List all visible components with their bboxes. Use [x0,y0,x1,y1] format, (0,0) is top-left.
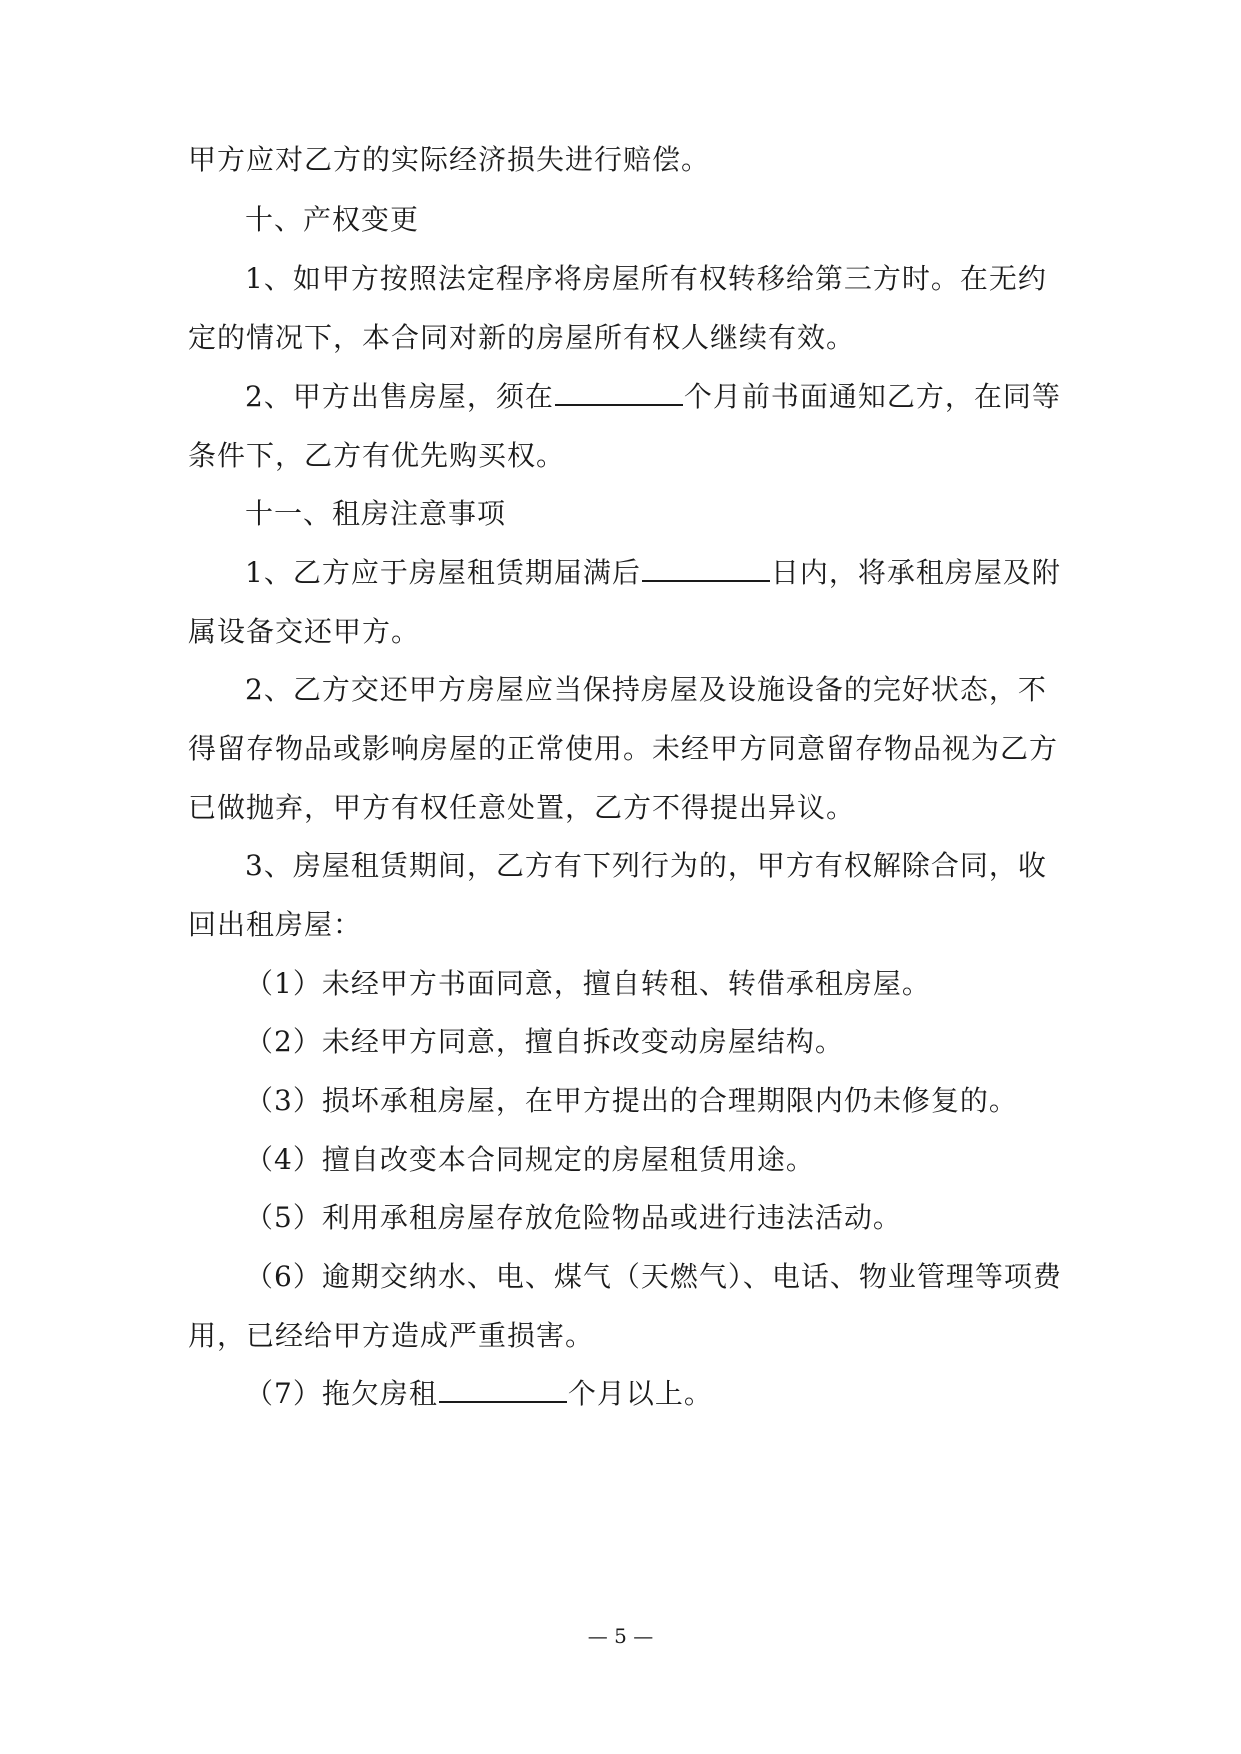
text-segment: 个月前书面通知乙方，在同等 [683,380,1061,413]
text-line: 定的情况下，本合同对新的房屋所有权人继续有效。 [188,321,856,354]
text-line: 已做抛弃，甲方有权任意处置，乙方不得提出异议。 [188,791,856,824]
text-line: 2、乙方交还甲方房屋应当保持房屋及设施设备的完好状态，不 [245,673,1047,706]
section-heading-10: 十、产权变更 [245,203,420,236]
text-segment: 日内，将承租房屋及附 [770,556,1061,589]
fill-in-blank [439,1375,567,1403]
text-line-with-blank [245,553,1061,593]
list-item: （6）逾期交纳水、电、煤气（天燃气）、电话、物业管理等项费 [245,1260,1062,1293]
text-line: 属设备交还甲方。 [188,615,421,648]
text-line: 1、如甲方按照法定程序将房屋所有权转移给第三方时。在无约 [245,262,1047,295]
text-segment: （7）拖欠房租 [245,1377,438,1410]
text-line: 甲方应对乙方的实际经济损失进行赔偿。 [188,143,711,176]
list-item: （1）未经甲方书面同意，擅自转租、转借承租房屋。 [245,967,931,1000]
text-segment: 2、甲方出售房屋，须在 [245,380,554,413]
list-item: （3）损坏承租房屋，在甲方提出的合理期限内仍未修复的。 [245,1084,1018,1117]
page-number: — 5 — [587,1624,654,1648]
text-segment: 1、乙方应于房屋租赁期届满后 [245,556,641,589]
list-item-with-blank [245,1374,713,1414]
list-item: （4）擅自改变本合同规定的房屋租赁用途。 [245,1143,815,1176]
fill-in-blank [555,378,683,406]
text-line: 条件下，乙方有优先购买权。 [188,439,566,472]
text-line: 回出租房屋： [188,908,363,941]
list-item: （2）未经甲方同意，擅自拆改变动房屋结构。 [245,1025,844,1058]
text-line: 3、房屋租赁期间，乙方有下列行为的，甲方有权解除合同，收 [245,849,1047,882]
fill-in-blank [642,554,770,582]
list-item: （5）利用承租房屋存放危险物品或进行违法活动。 [245,1201,902,1234]
text-segment: 个月以上。 [567,1377,713,1410]
section-heading-11: 十一、租房注意事项 [245,497,507,530]
text-line: 用，已经给甲方造成严重损害。 [188,1319,595,1352]
text-line: 得留存物品或影响房屋的正常使用。未经甲方同意留存物品视为乙方 [188,732,1059,765]
text-line-with-blank [245,377,1061,417]
